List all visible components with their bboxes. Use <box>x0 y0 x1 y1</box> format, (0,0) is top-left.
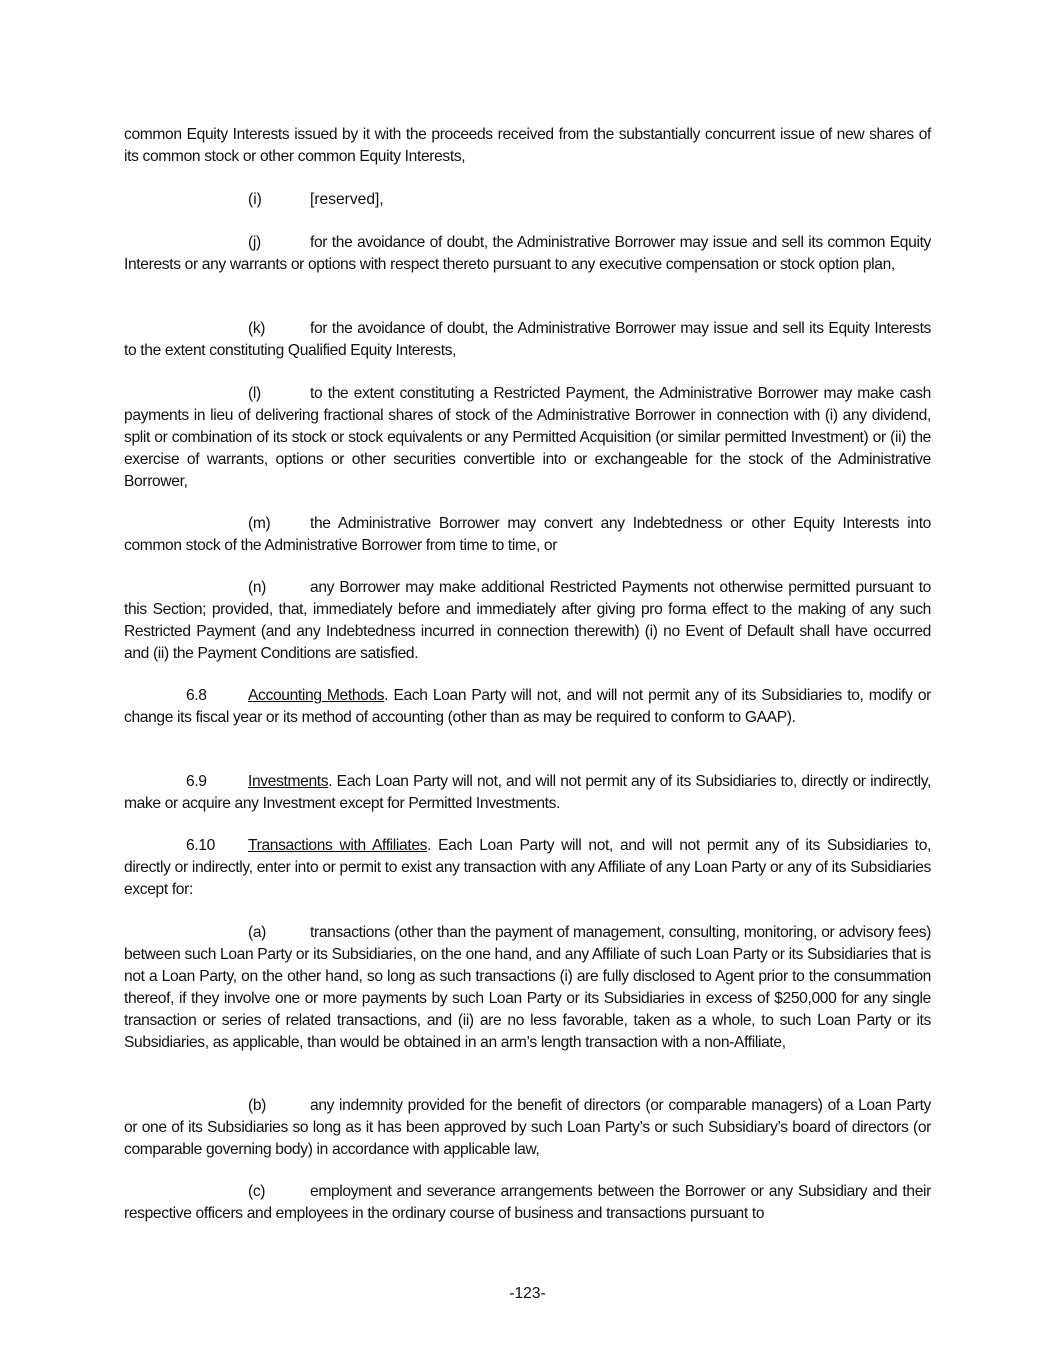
clause-n <box>124 577 931 665</box>
clause-m <box>124 513 931 557</box>
clause-number: (b) <box>248 1097 267 1114</box>
clause-number: (a) <box>248 924 267 941</box>
clause-text: [reserved], <box>310 191 384 208</box>
section-number: 6.8 <box>186 687 207 704</box>
page-number: -123- <box>509 1285 546 1302</box>
section-number: 6.9 <box>186 773 207 790</box>
clause-i <box>248 189 384 211</box>
section-6-8 <box>124 685 931 729</box>
clause-text: any Borrower may make additional Restricted Payments not otherwise permitted pursuant to this Section; provided, that, immediately before and immediately after giving pro forma effect to the making of any such Restricted Payment (and any Indebtedness incurred in connection therewith) (i) no Event of Default shall have occurred and (ii) the Payment Conditions are satisfied. <box>124 579 931 662</box>
clause-a <box>124 922 931 1053</box>
section-6-10 <box>124 835 931 901</box>
clause-text: any indemnity provided for the benefit of directors (or comparable managers) of a Loan Party or one of its Subsidiaries so long as it has been approved by such Loan Party’s or such Subsidiary’s board of directors (or comparable governing body) in accordance with applicable law, <box>124 1097 931 1158</box>
clause-number: (j) <box>248 234 261 251</box>
section-text: . Each Loan Party will not, and will not permit any of its Subsidiaries to, directly or indirectly, make or acquire any Investment except for Permitted Investments. <box>124 773 931 812</box>
section-heading: Transactions with Affiliates <box>248 837 428 854</box>
clause-number: (l) <box>248 385 261 402</box>
clause-text: to the extent constituting a Restricted Payment, the Administrative Borrower may make cash payments in lieu of delivering fractional shares of stock of the Administrative Borrower in connection with (i) any dividend, split or combination of its stock or stock equivalents or any Permitted Acquisition (or similar permitted Investment) or (ii) the exercise of warrants, options or other securities convertible into or exchangeable for the stock of the Administrative Borrower, <box>124 385 931 490</box>
section-heading: Accounting Methods <box>248 687 385 704</box>
clause-j <box>124 232 931 276</box>
section-text: . Each Loan Party will not, and will not permit any of its Subsidiaries to, directly or indirectly, enter into or permit to exist any transaction with any Affiliate of any Loan Party or any of its Subsidiaries except for: <box>124 837 931 898</box>
clause-number: (m) <box>248 515 271 532</box>
clause-b <box>124 1095 931 1161</box>
clause-number: (c) <box>248 1183 266 1200</box>
clause-l <box>124 383 931 493</box>
section-6-9 <box>124 771 931 815</box>
clause-k <box>124 318 931 362</box>
section-text: . Each Loan Party will not, and will not permit any of its Subsidiaries to, modify or change its fiscal year or its method of accounting (other than as may be required to conform to GAAP). <box>124 687 931 726</box>
clause-number: (k) <box>248 320 266 337</box>
clause-text: the Administrative Borrower may convert any Indebtedness or other Equity Interests into common stock of the Administrative Borrower from time to time, or <box>124 515 931 554</box>
clause-number: (n) <box>248 579 267 596</box>
clause-number: (i) <box>248 191 262 208</box>
clause-text: for the avoidance of doubt, the Administrative Borrower may issue and sell its common Equity Interests or any warrants or options with respect thereto pursuant to any executive compensation or stock option plan, <box>124 234 931 273</box>
section-number: 6.10 <box>186 837 215 854</box>
section-heading: Investments <box>248 773 329 790</box>
clause-text: employment and severance arrangements between the Borrower or any Subsidiary and their respective officers and employees in the ordinary course of business and transactions pursuant to <box>124 1183 931 1222</box>
paragraph-equity-interests-continued: common Equity Interests issued by it with the proceeds received from the substantially concurrent issue of new shares of its common stock or other common Equity Interests, <box>124 126 931 165</box>
clause-text: transactions (other than the payment of management, consulting, monitoring, or advisory fees) between such Loan Party or its Subsidiaries, on the one hand, and any Affiliate of such Loan Party or its Subsidiaries that is not a Loan Party, on the other hand, so long as such transactions (i) are fully disclosed to Agent prior to the consummation thereof, if they involve one or more payments by such Loan Party or its Subsidiaries in excess of $250,000 for any single transaction or series of related transactions, and (ii) are no less favorable, taken as a whole, to such Loan Party or its Subsidiaries, as applicable, than would be obtained in an arm’s length transaction with a non-Affiliate, <box>124 924 931 1051</box>
clause-text: for the avoidance of doubt, the Administrative Borrower may issue and sell its Equity Interests to the extent constituting Qualified Equity Interests, <box>124 320 931 359</box>
clause-c <box>124 1181 931 1225</box>
